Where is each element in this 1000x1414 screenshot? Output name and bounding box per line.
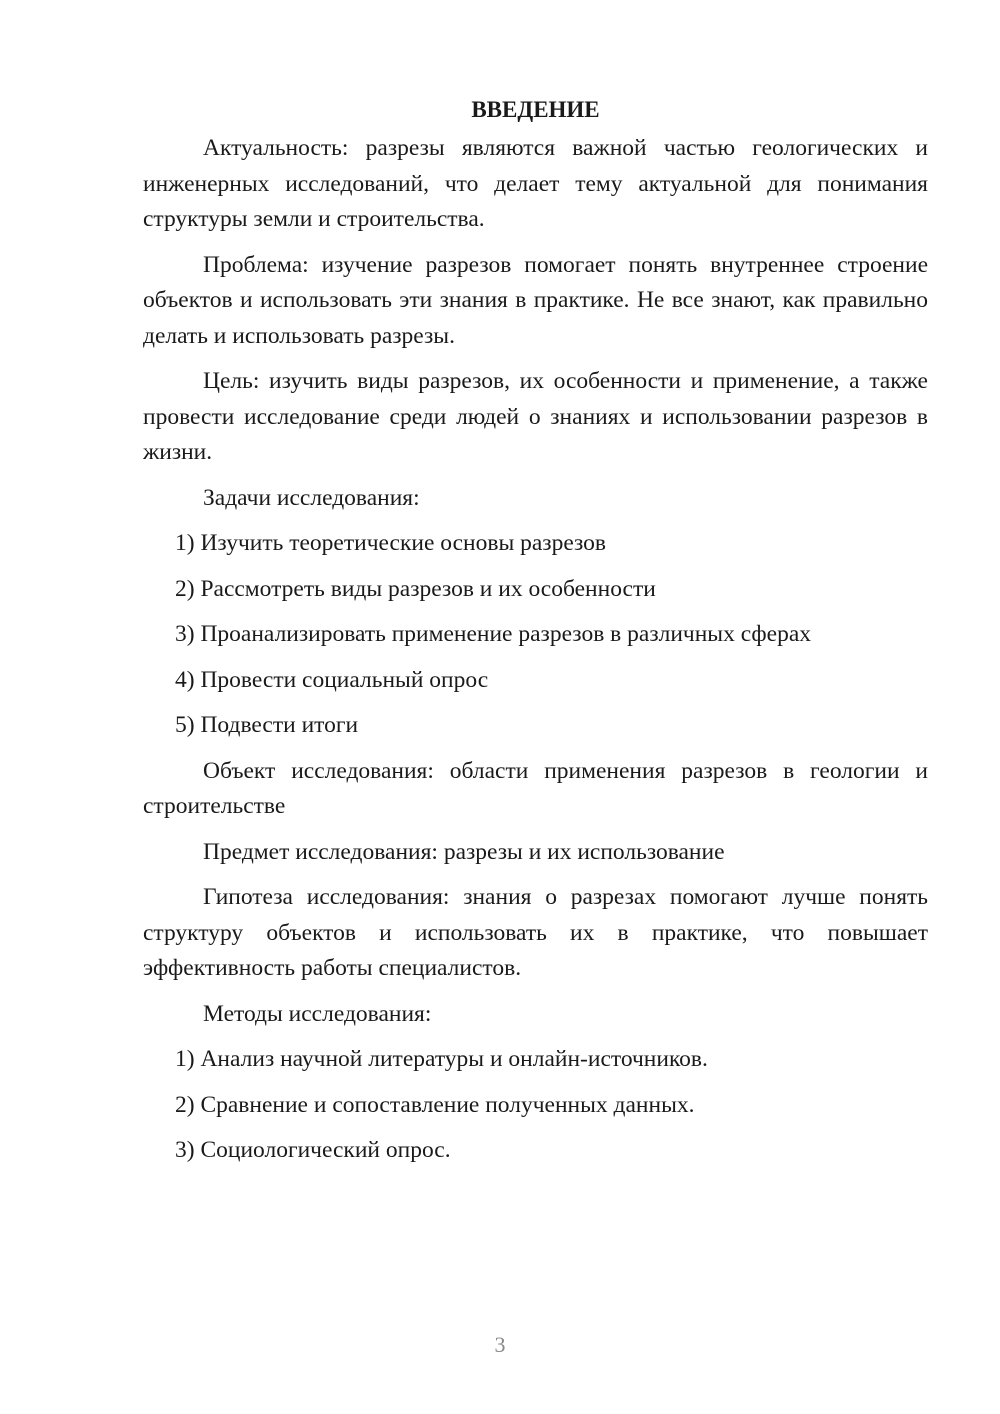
methods-heading: Методы исследования: <box>203 1000 432 1027</box>
tasks-list <box>143 526 928 744</box>
method-item: 3) Социологический опрос. <box>175 1137 451 1163</box>
subject-paragraph: Предмет исследования: разрезы и их использование <box>203 838 725 865</box>
object-paragraph: Объект исследования: области применения разрезов в геологии и строительстве <box>143 757 928 819</box>
page-content <box>143 92 928 1179</box>
task-item: 3) Проанализировать применение разрезов в различных сферах <box>175 621 812 647</box>
method-item: 1) Анализ научной литературы и онлайн-источников. <box>175 1046 708 1072</box>
method-item: 2) Сравнение и сопоставление полученных данных. <box>175 1091 695 1118</box>
task-item: 5) Подвести итоги <box>175 712 359 738</box>
hypothesis-paragraph: Гипотеза исследования: знания о разрезах помогают лучше понять структуру объектов и использовать их в практике, что повышает эффективность работы специалистов. <box>143 884 928 981</box>
task-item: 4) Провести социальный опрос <box>175 666 489 693</box>
relevance-paragraph: Актуальность: разрезы являются важной частью геологических и инженерных исследований, что делает тему актуальной для понимания структуры земли и строительства. <box>143 135 928 232</box>
task-item: 2) Рассмотреть виды разрезов и их особенности <box>175 575 656 602</box>
tasks-heading: Задачи исследования: <box>203 484 420 511</box>
page-number: 3 <box>494 1332 506 1357</box>
methods-list <box>143 1042 928 1169</box>
problem-paragraph: Проблема: изучение разрезов помогает понять внутреннее строение объектов и использовать эти знания в практике. Не все знают, как правильно делать и использовать разрезы. <box>143 251 928 349</box>
section-title: ВВЕДЕНИЕ <box>471 97 600 122</box>
task-item: 1) Изучить теоретические основы разрезов <box>175 530 607 556</box>
goal-paragraph: Цель: изучить виды разрезов, их особенности и применение, а также провести исследование среди людей о знаниях и использовании разрезов в жизни. <box>143 368 928 465</box>
